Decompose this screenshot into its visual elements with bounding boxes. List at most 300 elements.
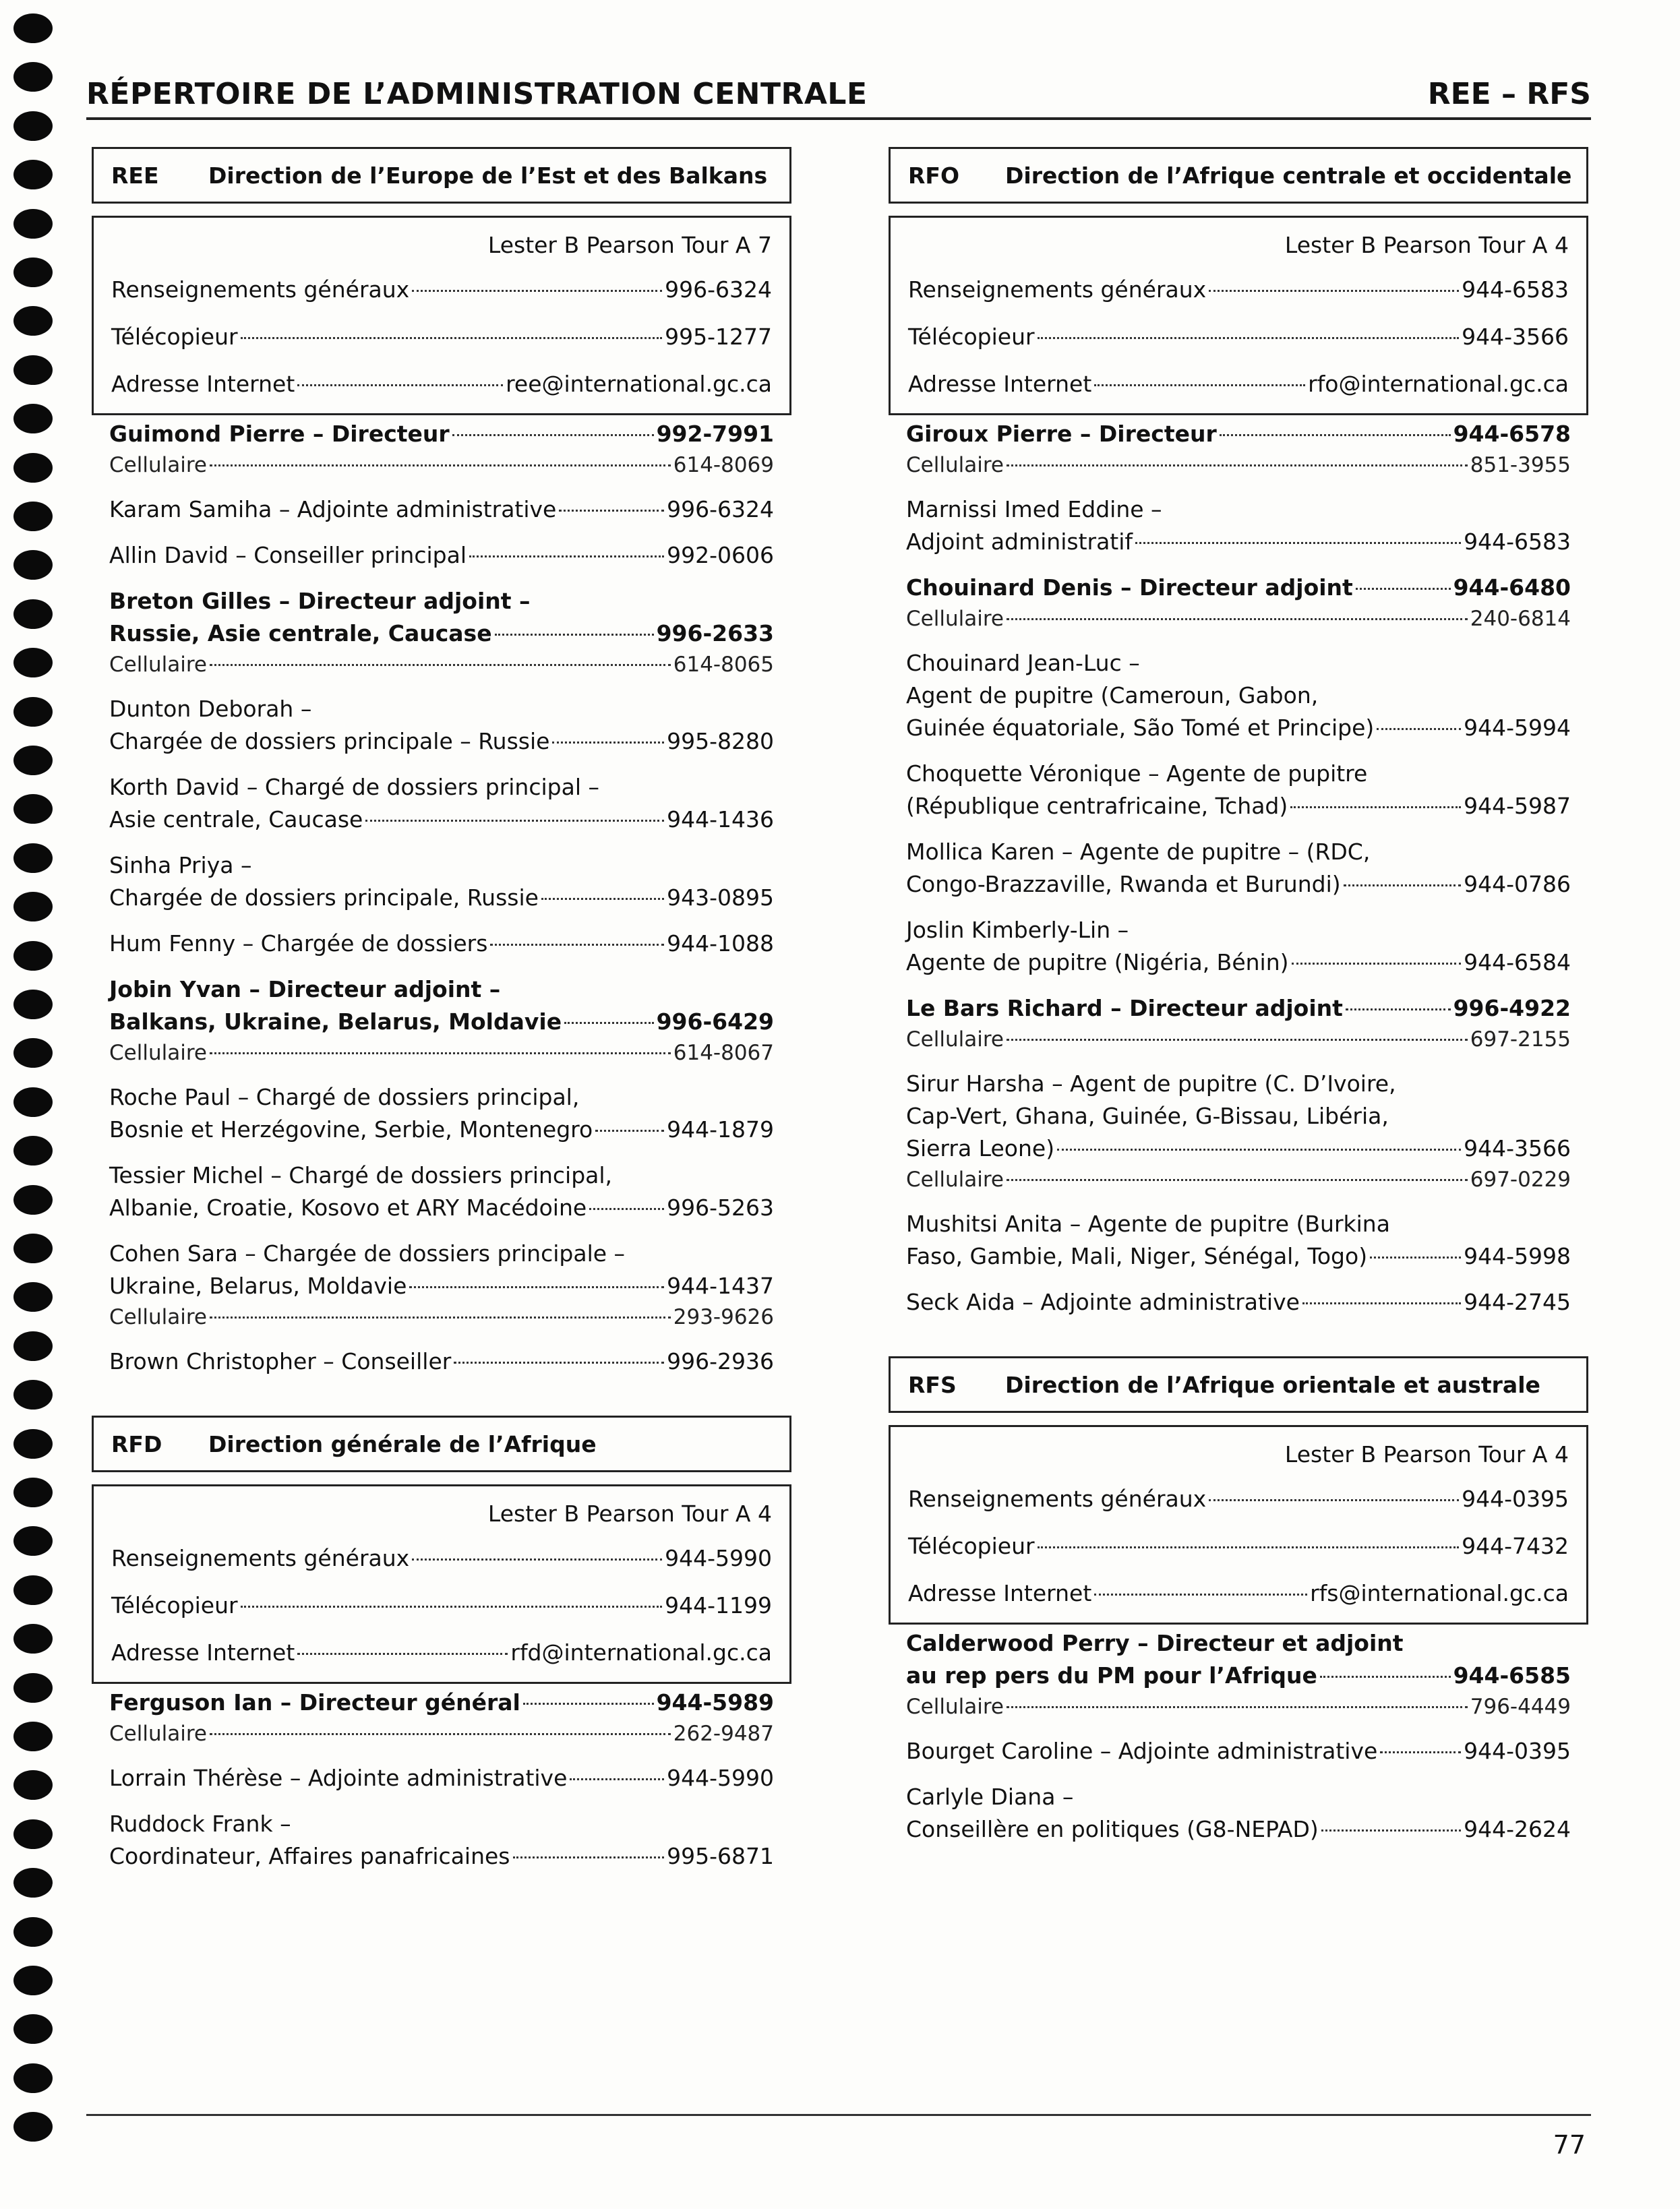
staff-name-line: Chouinard Jean-Luc – bbox=[906, 650, 1140, 676]
staff-main bbox=[109, 1345, 774, 1378]
staff-main-value: 944-6584 bbox=[1464, 949, 1571, 975]
leader-dots bbox=[552, 742, 664, 744]
section-name: Direction générale de l’Afrique bbox=[208, 1430, 597, 1457]
binder-hole bbox=[13, 2063, 53, 2093]
staff-main-label: Ukraine, Belarus, Moldavie bbox=[109, 1273, 407, 1299]
staff-name-line: Roche Paul – Chargé de dossiers principal, bbox=[109, 1084, 580, 1110]
info-row-label: Télécopieur bbox=[908, 1533, 1035, 1559]
staff-main-label: Sierra Leone) bbox=[906, 1135, 1055, 1161]
binder-hole bbox=[13, 941, 53, 971]
staff-main-value: 944-5994 bbox=[1464, 715, 1571, 741]
leader-dots bbox=[469, 555, 664, 557]
staff-entry bbox=[109, 1159, 774, 1224]
binder-hole bbox=[13, 1722, 53, 1751]
leader-dots bbox=[297, 384, 503, 386]
binder-hole bbox=[13, 2112, 53, 2142]
staff-name-line: Sinha Priya – bbox=[109, 852, 252, 878]
staff-name-line: Sirur Harsha – Agent de pupitre (C. D’Ivoire, bbox=[906, 1070, 1396, 1097]
cellphone-value: 851-3955 bbox=[1470, 453, 1571, 477]
staff-name-line: Joslin Kimberly-Lin – bbox=[906, 917, 1129, 943]
section-header bbox=[92, 1416, 791, 1472]
leader-dots bbox=[1346, 1008, 1451, 1010]
binder-holes bbox=[13, 0, 61, 2209]
staff-entry bbox=[109, 1238, 774, 1332]
binder-hole bbox=[13, 209, 53, 239]
info-row-value: ree@international.gc.ca bbox=[506, 371, 772, 397]
staff-entry bbox=[109, 1081, 774, 1146]
section-name: Direction de l’Europe de l’Est et des Balkans bbox=[208, 162, 768, 189]
binder-hole bbox=[13, 1282, 53, 1312]
info-row bbox=[111, 313, 772, 361]
binder-hole bbox=[13, 550, 53, 580]
staff-main-label: Ferguson Ian – Directeur général bbox=[109, 1689, 520, 1716]
binder-hole bbox=[13, 306, 53, 336]
staff-entry bbox=[109, 539, 774, 572]
info-row bbox=[111, 1535, 772, 1582]
staff-main-value: 944-1088 bbox=[667, 930, 774, 957]
staff-name-line: Choquette Véronique – Agente de pupitre bbox=[906, 760, 1368, 787]
staff-entry bbox=[109, 1808, 774, 1873]
staff-name-line: Agent de pupitre (Cameroun, Gabon, bbox=[906, 682, 1319, 708]
staff-main-label: Chargée de dossiers principale, Russie bbox=[109, 884, 539, 911]
staff-entry bbox=[906, 1627, 1571, 1722]
leader-dots bbox=[1057, 1149, 1461, 1151]
staff-main bbox=[109, 1270, 774, 1302]
info-row bbox=[111, 1629, 772, 1676]
staff-entry bbox=[109, 771, 774, 836]
binder-hole bbox=[13, 1575, 53, 1605]
staff-main bbox=[109, 725, 774, 758]
staff-main-value: 944-5987 bbox=[1464, 793, 1571, 819]
staff-main-label: Chargée de dossiers principale – Russie bbox=[109, 728, 550, 754]
leader-dots bbox=[452, 434, 654, 436]
cellphone bbox=[906, 1692, 1571, 1722]
leader-dots bbox=[412, 290, 662, 292]
binder-hole bbox=[13, 1526, 53, 1556]
staff-main-label: Giroux Pierre – Directeur bbox=[906, 421, 1217, 447]
leader-dots bbox=[1356, 588, 1451, 590]
staff-main bbox=[906, 1735, 1571, 1767]
cellphone-value: 240-6814 bbox=[1470, 607, 1571, 631]
staff-entry bbox=[906, 758, 1571, 822]
staff-name-line: Calderwood Perry – Directeur et adjoint bbox=[906, 1630, 1404, 1656]
staff-entry bbox=[109, 928, 774, 960]
staff-entry bbox=[906, 418, 1571, 480]
binder-hole bbox=[13, 355, 53, 385]
staff-list bbox=[92, 415, 791, 1378]
staff-main-label: Chouinard Denis – Directeur adjoint bbox=[906, 574, 1353, 601]
section-name: Direction de l’Afrique orientale et australe bbox=[1005, 1371, 1540, 1398]
leader-dots bbox=[559, 510, 664, 512]
staff-main bbox=[906, 572, 1571, 604]
cellphone bbox=[906, 1165, 1571, 1194]
cellphone-value: 293-9626 bbox=[673, 1305, 774, 1329]
staff-main bbox=[906, 1132, 1571, 1165]
staff-main-label: Adjoint administratif bbox=[906, 528, 1133, 555]
location: Lester B Pearson Tour A 4 bbox=[1284, 1441, 1569, 1467]
staff-main-label: Albanie, Croatie, Kosovo et ARY Macédoine bbox=[109, 1194, 587, 1221]
binder-hole bbox=[13, 1624, 53, 1654]
cellphone-label: Cellulaire bbox=[906, 1695, 1004, 1719]
leader-dots bbox=[1370, 1257, 1461, 1259]
footer-rule bbox=[86, 2114, 1591, 2116]
staff-name-line: Cohen Sara – Chargée de dossiers principale – bbox=[109, 1240, 626, 1267]
leader-dots bbox=[564, 1022, 653, 1024]
binder-hole bbox=[13, 1331, 53, 1361]
leader-dots bbox=[1377, 728, 1461, 730]
leader-dots bbox=[409, 1286, 664, 1288]
cellphone-value: 796-4449 bbox=[1470, 1695, 1571, 1719]
staff-main-label: (République centrafricaine, Tchad) bbox=[906, 793, 1288, 819]
cellphone-label: Cellulaire bbox=[109, 1305, 207, 1329]
leader-dots bbox=[1321, 1829, 1461, 1832]
leader-dots bbox=[210, 664, 671, 666]
staff-main bbox=[109, 539, 774, 572]
staff-name-line: Dunton Deborah – bbox=[109, 696, 312, 722]
binder-hole bbox=[13, 13, 53, 43]
leader-dots bbox=[210, 1733, 671, 1735]
leader-dots bbox=[1007, 1039, 1468, 1041]
info-row-value: 944-3566 bbox=[1462, 324, 1569, 350]
staff-main-value: 944-3566 bbox=[1464, 1135, 1571, 1161]
staff-name-line: Tessier Michel – Chargé de dossiers principal, bbox=[109, 1162, 613, 1188]
staff-list bbox=[889, 1625, 1588, 1846]
staff-main-label: Coordinateur, Affaires panafricaines bbox=[109, 1843, 510, 1869]
location: Lester B Pearson Tour A 4 bbox=[1284, 232, 1569, 258]
binder-hole bbox=[13, 1966, 53, 1995]
binder-hole bbox=[13, 1038, 53, 1068]
staff-main-value: 996-2633 bbox=[656, 620, 774, 646]
leader-dots bbox=[1320, 1676, 1451, 1678]
cellphone-label: Cellulaire bbox=[906, 607, 1004, 631]
location: Lester B Pearson Tour A 7 bbox=[487, 232, 772, 258]
staff-main-value: 944-1879 bbox=[667, 1116, 774, 1143]
page-number: 77 bbox=[1553, 2130, 1586, 2160]
staff-entry bbox=[109, 1687, 774, 1749]
staff-name-line: Carlyle Diana – bbox=[906, 1784, 1074, 1810]
leader-dots bbox=[1007, 1179, 1468, 1181]
staff-entry bbox=[906, 1735, 1571, 1767]
binder-hole bbox=[13, 892, 53, 921]
info-row-label: Renseignements généraux bbox=[111, 1545, 410, 1571]
staff-name-line: Mollica Karen – Agente de pupitre – (RDC, bbox=[906, 839, 1371, 865]
right-column bbox=[889, 147, 1588, 1883]
staff-main-value: 992-0606 bbox=[667, 542, 774, 568]
staff-list bbox=[889, 415, 1588, 1319]
info-row-value: rfs@international.gc.ca bbox=[1310, 1580, 1569, 1606]
binder-hole bbox=[13, 843, 53, 873]
section-header bbox=[889, 1356, 1588, 1413]
staff-entry bbox=[109, 418, 774, 480]
staff-main bbox=[906, 418, 1571, 450]
info-row-value: 995-1277 bbox=[665, 324, 772, 350]
leader-dots bbox=[1135, 542, 1461, 544]
staff-main-label: Guinée équatoriale, São Tomé et Principe) bbox=[906, 715, 1375, 741]
staff-main-value: 944-1437 bbox=[667, 1273, 774, 1299]
staff-entry bbox=[906, 647, 1571, 744]
section-name: Direction de l’Afrique centrale et occidentale bbox=[1005, 162, 1572, 189]
page-header bbox=[86, 75, 1591, 120]
page-title: RÉPERTOIRE DE L’ADMINISTRATION CENTRALE bbox=[86, 77, 868, 111]
cellphone bbox=[109, 450, 774, 480]
section-rfs bbox=[889, 1356, 1588, 1846]
staff-main bbox=[109, 928, 774, 960]
cellphone-value: 614-8065 bbox=[673, 653, 774, 677]
info-row-label: Adresse Internet bbox=[111, 371, 295, 397]
binder-hole bbox=[13, 794, 53, 824]
leader-dots bbox=[1007, 618, 1468, 620]
staff-main-value: 944-5998 bbox=[1464, 1243, 1571, 1269]
cellphone-label: Cellulaire bbox=[109, 653, 207, 677]
staff-main-value: 996-4922 bbox=[1453, 995, 1571, 1021]
cellphone-label: Cellulaire bbox=[109, 1041, 207, 1065]
staff-entry bbox=[906, 914, 1571, 979]
staff-name-line: Ruddock Frank – bbox=[109, 1811, 291, 1837]
leader-dots bbox=[241, 1606, 663, 1608]
staff-entry bbox=[906, 493, 1571, 558]
staff-main bbox=[109, 418, 774, 450]
staff-main-value: 944-0786 bbox=[1464, 871, 1571, 897]
cellphone-label: Cellulaire bbox=[906, 1168, 1004, 1192]
info-row-label: Renseignements généraux bbox=[908, 1486, 1207, 1512]
staff-main bbox=[906, 868, 1571, 901]
staff-name-line: Mushitsi Anita – Agente de pupitre (Burkina bbox=[906, 1211, 1390, 1237]
staff-main-label: Karam Samiha – Adjointe administrative bbox=[109, 496, 557, 522]
info-row-label: Renseignements généraux bbox=[908, 276, 1207, 303]
staff-main-value: 944-0395 bbox=[1464, 1738, 1571, 1764]
staff-entry bbox=[906, 1286, 1571, 1319]
binder-hole bbox=[13, 1673, 53, 1703]
staff-main bbox=[906, 526, 1571, 558]
staff-main-value: 944-1436 bbox=[667, 806, 774, 833]
binder-hole bbox=[13, 160, 53, 189]
section-code: RFS bbox=[908, 1371, 957, 1398]
staff-entry bbox=[109, 849, 774, 914]
staff-entry bbox=[109, 585, 774, 679]
cellphone-value: 614-8069 bbox=[673, 453, 774, 477]
section-code: RFO bbox=[908, 162, 960, 189]
staff-main-label: Bourget Caroline – Adjointe administrative bbox=[906, 1738, 1378, 1764]
cellphone bbox=[109, 1038, 774, 1068]
info-row bbox=[908, 1476, 1569, 1523]
info-row-value: rfo@international.gc.ca bbox=[1308, 371, 1569, 397]
leader-dots bbox=[1094, 384, 1305, 386]
left-column bbox=[92, 147, 791, 1910]
staff-main-label: Asie centrale, Caucase bbox=[109, 806, 363, 833]
staff-main bbox=[109, 804, 774, 836]
info-row-value: 996-6324 bbox=[665, 276, 772, 303]
staff-name-line: Jobin Yvan – Directeur adjoint – bbox=[109, 976, 501, 1002]
staff-entry bbox=[109, 493, 774, 526]
binder-hole bbox=[13, 697, 53, 727]
staff-main-label: Russie, Asie centrale, Caucase bbox=[109, 620, 492, 646]
staff-main bbox=[906, 712, 1571, 744]
cellphone-value: 697-0229 bbox=[1470, 1168, 1571, 1192]
info-row-value: 944-6583 bbox=[1462, 276, 1569, 303]
leader-dots bbox=[523, 1703, 654, 1705]
staff-main bbox=[906, 1660, 1571, 1692]
cellphone-value: 262-9487 bbox=[673, 1722, 774, 1746]
staff-main-label: Le Bars Richard – Directeur adjoint bbox=[906, 995, 1343, 1021]
leader-dots bbox=[495, 634, 654, 636]
binder-hole bbox=[13, 746, 53, 775]
staff-main-label: Faso, Gambie, Mali, Niger, Sénégal, Togo) bbox=[906, 1243, 1368, 1269]
binder-hole bbox=[13, 648, 53, 677]
cellphone bbox=[906, 1025, 1571, 1054]
leader-dots bbox=[210, 464, 671, 466]
cellphone-label: Cellulaire bbox=[109, 1722, 207, 1746]
section-rfd bbox=[92, 1416, 791, 1873]
binder-hole bbox=[13, 2014, 53, 2044]
leader-dots bbox=[1292, 963, 1462, 965]
leader-dots bbox=[1209, 290, 1459, 292]
info-row-value: 944-7432 bbox=[1462, 1533, 1569, 1559]
staff-main-label: Conseillère en politiques (G8-NEPAD) bbox=[906, 1816, 1319, 1842]
binder-hole bbox=[13, 1478, 53, 1507]
staff-main-value: 996-5263 bbox=[667, 1194, 774, 1221]
info-row-label: Télécopieur bbox=[111, 1592, 238, 1618]
staff-main-label: Lorrain Thérèse – Adjointe administrative bbox=[109, 1765, 568, 1791]
staff-main-value: 944-6583 bbox=[1464, 528, 1571, 555]
leader-dots bbox=[1038, 337, 1460, 339]
staff-main-label: Congo-Brazzaville, Rwanda et Burundi) bbox=[906, 871, 1341, 897]
leader-dots bbox=[297, 1653, 508, 1655]
binder-hole bbox=[13, 990, 53, 1019]
staff-main-value: 943-0895 bbox=[667, 884, 774, 911]
info-row-label: Adresse Internet bbox=[908, 1580, 1092, 1606]
staff-main-value: 944-5989 bbox=[656, 1689, 774, 1716]
leader-dots bbox=[210, 1317, 671, 1319]
leader-dots bbox=[541, 898, 664, 900]
section-header bbox=[889, 147, 1588, 204]
staff-entry bbox=[109, 1762, 774, 1794]
leader-dots bbox=[1007, 464, 1468, 466]
info-row-label: Adresse Internet bbox=[111, 1639, 295, 1666]
staff-main-label: Allin David – Conseiller principal bbox=[109, 542, 467, 568]
staff-entry bbox=[906, 992, 1571, 1054]
staff-main bbox=[109, 1006, 774, 1038]
cellphone bbox=[906, 604, 1571, 634]
staff-main-value: 995-8280 bbox=[667, 728, 774, 754]
contact-info-box bbox=[92, 216, 791, 415]
binder-hole bbox=[13, 62, 53, 92]
staff-main-label: Agente de pupitre (Nigéria, Bénin) bbox=[906, 949, 1289, 975]
binder-hole bbox=[13, 1234, 53, 1263]
info-row-value: 944-0395 bbox=[1462, 1486, 1569, 1512]
binder-hole bbox=[13, 1819, 53, 1849]
binder-hole bbox=[13, 258, 53, 287]
staff-main-value: 944-2745 bbox=[1464, 1289, 1571, 1315]
staff-main bbox=[906, 946, 1571, 979]
info-row-label: Télécopieur bbox=[908, 324, 1035, 350]
staff-main-value: 996-2936 bbox=[667, 1348, 774, 1374]
section-rfo bbox=[889, 147, 1588, 1319]
info-row bbox=[111, 266, 772, 313]
staff-main bbox=[906, 992, 1571, 1025]
binder-hole bbox=[13, 404, 53, 433]
binder-hole bbox=[13, 502, 53, 531]
info-row-value: 944-5990 bbox=[665, 1545, 772, 1571]
info-row-label: Renseignements généraux bbox=[111, 276, 410, 303]
staff-main-label: Hum Fenny – Chargée de dossiers bbox=[109, 930, 488, 957]
binder-hole bbox=[13, 111, 53, 141]
staff-main-value: 944-6578 bbox=[1453, 421, 1571, 447]
cellphone bbox=[109, 1719, 774, 1749]
leader-dots bbox=[1220, 434, 1451, 436]
staff-main-label: Brown Christopher – Conseiller bbox=[109, 1348, 452, 1374]
leader-dots bbox=[210, 1052, 671, 1054]
staff-main bbox=[109, 493, 774, 526]
staff-main-value: 996-6324 bbox=[667, 496, 774, 522]
staff-main-label: Bosnie et Herzégovine, Serbie, Montenegro bbox=[109, 1116, 593, 1143]
staff-name-line: Marnissi Imed Eddine – bbox=[906, 496, 1162, 522]
info-row bbox=[908, 313, 1569, 361]
staff-list bbox=[92, 1684, 791, 1873]
staff-name-line: Breton Gilles – Directeur adjoint – bbox=[109, 588, 531, 614]
staff-entry bbox=[906, 1068, 1571, 1194]
leader-dots bbox=[365, 820, 664, 822]
leader-dots bbox=[589, 1208, 664, 1210]
leader-dots bbox=[513, 1856, 665, 1858]
leader-dots bbox=[1038, 1546, 1460, 1548]
staff-main bbox=[109, 1192, 774, 1224]
info-row bbox=[908, 361, 1569, 408]
staff-main-label: au rep pers du PM pour l’Afrique bbox=[906, 1662, 1317, 1689]
info-row-value: rfd@international.gc.ca bbox=[510, 1639, 772, 1666]
staff-main-value: 944-2624 bbox=[1464, 1816, 1571, 1842]
staff-main bbox=[109, 1762, 774, 1794]
info-row-label: Adresse Internet bbox=[908, 371, 1092, 397]
cellphone bbox=[906, 450, 1571, 480]
staff-main-label: Balkans, Ukraine, Belarus, Moldavie bbox=[109, 1008, 562, 1035]
staff-main bbox=[109, 1840, 774, 1873]
binder-hole bbox=[13, 1770, 53, 1800]
binder-hole bbox=[13, 453, 53, 483]
location: Lester B Pearson Tour A 4 bbox=[487, 1501, 772, 1527]
cellphone-label: Cellulaire bbox=[109, 453, 207, 477]
staff-main bbox=[109, 1687, 774, 1719]
contact-info-box bbox=[92, 1484, 791, 1684]
leader-dots bbox=[570, 1778, 664, 1780]
cellphone-label: Cellulaire bbox=[906, 1027, 1004, 1052]
leader-dots bbox=[1007, 1706, 1468, 1708]
binder-hole bbox=[13, 1868, 53, 1898]
binder-hole bbox=[13, 1087, 53, 1117]
staff-entry bbox=[906, 1781, 1571, 1846]
cellphone-label: Cellulaire bbox=[906, 453, 1004, 477]
staff-main-value: 944-6480 bbox=[1453, 574, 1571, 601]
cellphone-value: 697-2155 bbox=[1470, 1027, 1571, 1052]
info-row-label: Télécopieur bbox=[111, 324, 238, 350]
info-row bbox=[908, 1523, 1569, 1570]
staff-entry bbox=[906, 836, 1571, 901]
staff-main-label: Seck Aida – Adjointe administrative bbox=[906, 1289, 1300, 1315]
page-range-code: REE – RFS bbox=[1427, 77, 1591, 111]
leader-dots bbox=[1094, 1594, 1307, 1596]
info-row bbox=[908, 1570, 1569, 1617]
staff-main bbox=[109, 1114, 774, 1146]
staff-main-label: Guimond Pierre – Directeur bbox=[109, 421, 450, 447]
cellphone bbox=[109, 1302, 774, 1332]
binder-hole bbox=[13, 1429, 53, 1459]
leader-dots bbox=[1344, 884, 1461, 886]
info-row bbox=[111, 361, 772, 408]
section-header bbox=[92, 147, 791, 204]
staff-name-line: Cap-Vert, Ghana, Guinée, G-Bissau, Libéria, bbox=[906, 1103, 1389, 1129]
staff-entry bbox=[906, 572, 1571, 634]
info-row bbox=[908, 266, 1569, 313]
staff-main-value: 992-7991 bbox=[656, 421, 774, 447]
